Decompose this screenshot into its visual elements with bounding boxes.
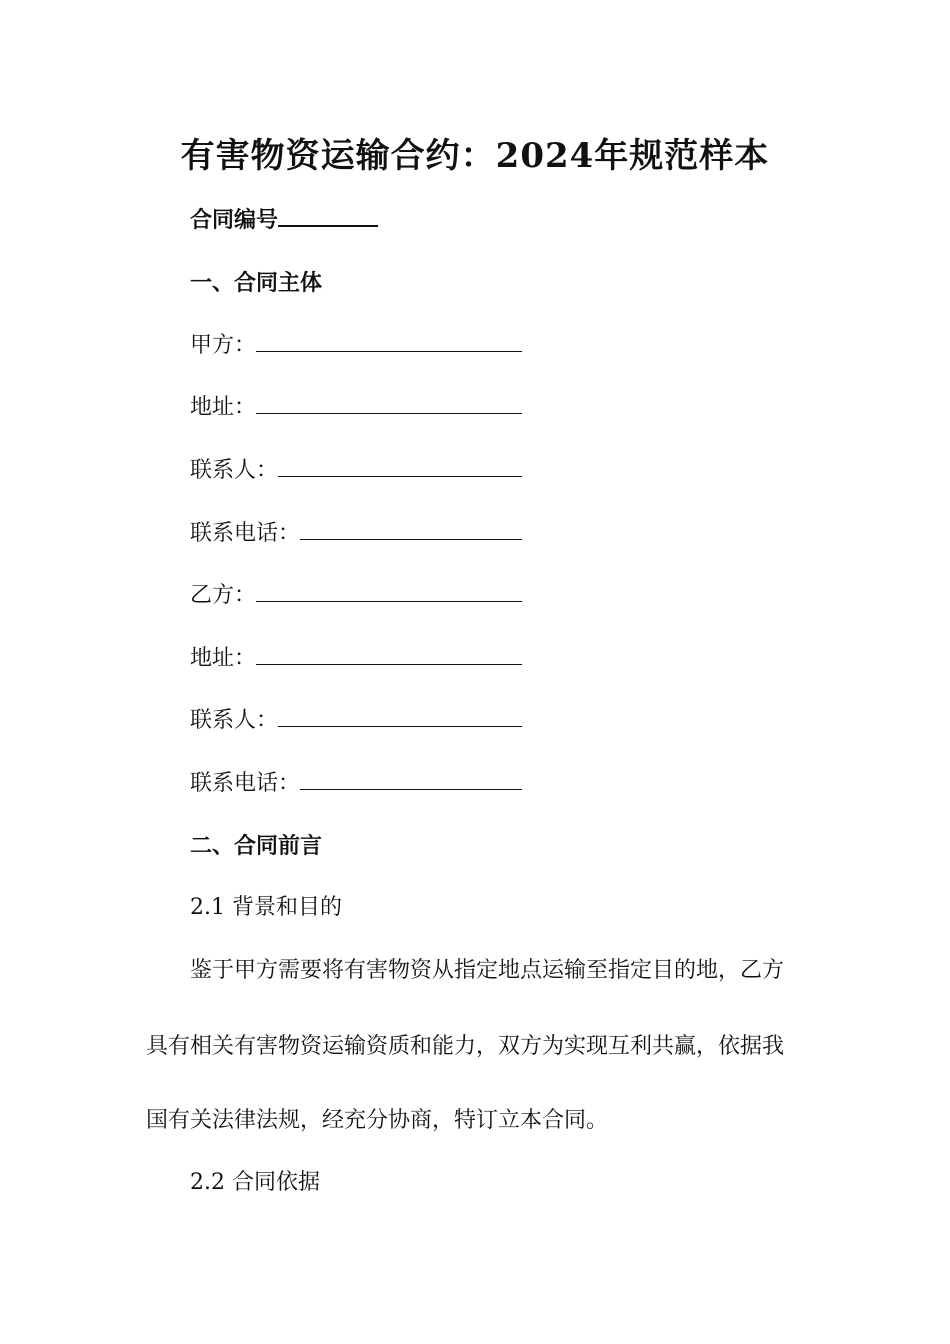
party-a-contact-line [190, 456, 522, 486]
party-a-contact-label: 联系人： [190, 458, 279, 483]
contract-number-line [190, 205, 378, 235]
party-a-contact-blank [278, 456, 522, 477]
party-a-address-blank [256, 393, 522, 414]
party-b-line [190, 581, 522, 611]
party-b-contact-label: 联系人： [190, 708, 279, 733]
party-b-contact-line [190, 706, 522, 736]
subsection-2-1-heading: 2.1 背景和目的 [190, 895, 342, 920]
party-b-address-line [190, 644, 522, 674]
party-a-address-label: 地址： [190, 395, 257, 420]
party-b-phone-blank [300, 769, 522, 790]
party-b-phone-line [190, 769, 522, 799]
party-b-label: 乙方： [190, 583, 257, 608]
section-2-heading: 二、合同前言 [190, 833, 323, 859]
document-title: 有害物资运输合约：2024年规范样本 [180, 136, 770, 176]
party-a-phone-line [190, 519, 522, 549]
paragraph-line-3: 国有关法律法规，经充分协商，特订立本合同。 [146, 1108, 609, 1133]
party-b-address-blank [256, 644, 522, 665]
party-b-contact-blank [278, 706, 522, 727]
party-a-label: 甲方： [190, 333, 257, 358]
paragraph-line-1: 鉴于甲方需要将有害物资从指定地点运输至指定目的地，乙方 [190, 958, 785, 983]
contract-number-label: 合同编号 [190, 207, 279, 233]
party-b-blank [256, 581, 522, 602]
paragraph-line-2: 具有相关有害物资运输资质和能力，双方为实现互利共赢，依据我 [146, 1034, 785, 1059]
party-b-phone-label: 联系电话： [190, 771, 301, 796]
contract-number-blank [278, 205, 378, 227]
subsection-2-2-heading: 2.2 合同依据 [190, 1170, 320, 1195]
party-a-address-line [190, 393, 522, 423]
party-a-phone-label: 联系电话： [190, 521, 301, 546]
section-1-heading: 一、合同主体 [190, 270, 323, 296]
party-a-line [190, 331, 522, 361]
party-a-blank [256, 331, 522, 352]
party-b-address-label: 地址： [190, 646, 257, 671]
party-a-phone-blank [300, 519, 522, 540]
